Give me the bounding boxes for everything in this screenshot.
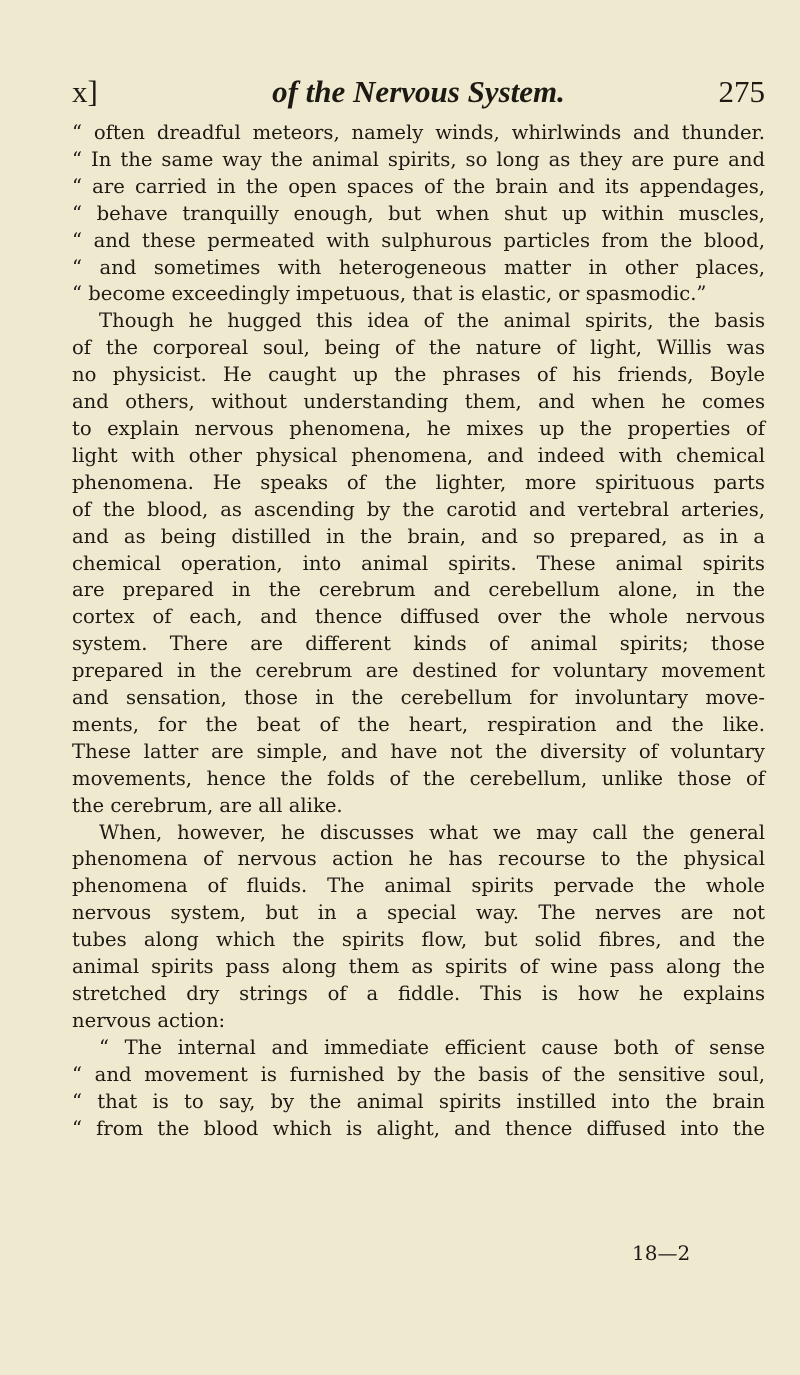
text-line: are prepared in the cerebrum and cerebellum alone, in the xyxy=(72,578,765,602)
text-line: system. There are different kinds of animal spirits; those xyxy=(72,632,765,656)
text-line: cortex of each, and thence diffused over the whole nervous xyxy=(72,605,765,629)
text-line: and sensation, those in the cerebellum for involuntary move- xyxy=(72,686,765,710)
text-line: to explain nervous phenomena, he mixes up the properties of xyxy=(72,416,765,440)
text-line: ments, for the beat of the heart, respiration and the like. xyxy=(72,712,765,736)
text-line: “ that is to say, by the animal spirits instilled into the brain xyxy=(72,1089,765,1113)
text-line: phenomena of fluids. The animal spirits pervade the whole xyxy=(72,874,765,898)
text-line: the cerebrum, are all alike. xyxy=(72,793,343,817)
text-line: and as being distilled in the brain, and so prepared, as in a xyxy=(72,524,765,548)
text-line: nervous action: xyxy=(72,1008,226,1032)
text-line: “ behave tranquilly enough, but when shut up within muscles, xyxy=(72,201,765,225)
text-line: “ from the blood which is alight, and thence diffused into the xyxy=(72,1116,765,1140)
text-line: These latter are simple, and have not the diversity of voluntary xyxy=(72,739,765,763)
text-line: prepared in the cerebrum are destined for voluntary movement xyxy=(72,659,765,683)
page-number: 275 xyxy=(718,74,765,109)
text-line: “ In the same way the animal spirits, so long as they are pure and xyxy=(72,147,765,171)
text-line: and others, without understanding them, and when he comes xyxy=(72,390,765,414)
text-line: “ and movement is furnished by the basis of the sensitive soul, xyxy=(72,1062,765,1086)
text-line: nervous system, but in a special way. The nerves are not xyxy=(72,901,765,925)
text-line: phenomena. He speaks of the lighter, more spirituous parts xyxy=(72,470,765,494)
text-line: phenomena of nervous action he has recourse to the physical xyxy=(72,847,765,871)
text-line: animal spirits pass along them as spirits of wine pass along the xyxy=(72,955,765,979)
text-line: movements, hence the folds of the cerebellum, unlike those of xyxy=(72,766,765,790)
text-line: chemical operation, into animal spirits. These animal spirits xyxy=(72,551,765,575)
text-line: no physicist. He caught up the phrases of his friends, Boyle xyxy=(72,363,765,387)
running-title: of the Nervous System. xyxy=(272,74,565,109)
section-mark: x] xyxy=(72,74,98,109)
text-line: Though he hugged this idea of the animal spirits, the basis xyxy=(99,309,765,333)
signature-mark: 18—2 xyxy=(632,1241,691,1265)
text-line: “ are carried in the open spaces of the brain and its appendages, xyxy=(72,174,765,198)
text-line: “ The internal and immediate efficient cause both of sense xyxy=(99,1035,765,1059)
text-line: “ often dreadful meteors, namely winds, whirlwinds and thunder. xyxy=(72,121,765,144)
text-line: “ become exceedingly impetuous, that is elastic, or spasmodic.” xyxy=(72,282,707,306)
text-line: “ and these permeated with sulphurous particles from the blood, xyxy=(72,228,765,252)
text-line: tubes along which the spirits flow, but solid fibres, and the xyxy=(72,928,765,952)
text-line: stretched dry strings of a fiddle. This is how he explains xyxy=(72,982,765,1005)
text-line: “ and sometimes with heterogeneous matter in other places, xyxy=(72,255,765,279)
text-line: light with other physical phenomena, and indeed with chemical xyxy=(72,443,765,467)
body-text xyxy=(72,120,765,1142)
text-line: When, however, he discusses what we may call the general xyxy=(99,820,765,844)
text-line: of the corporeal soul, being of the nature of light, Willis was xyxy=(72,336,765,360)
text-line: of the blood, as ascending by the carotid and vertebral arteries, xyxy=(72,497,765,521)
running-header xyxy=(72,74,765,118)
